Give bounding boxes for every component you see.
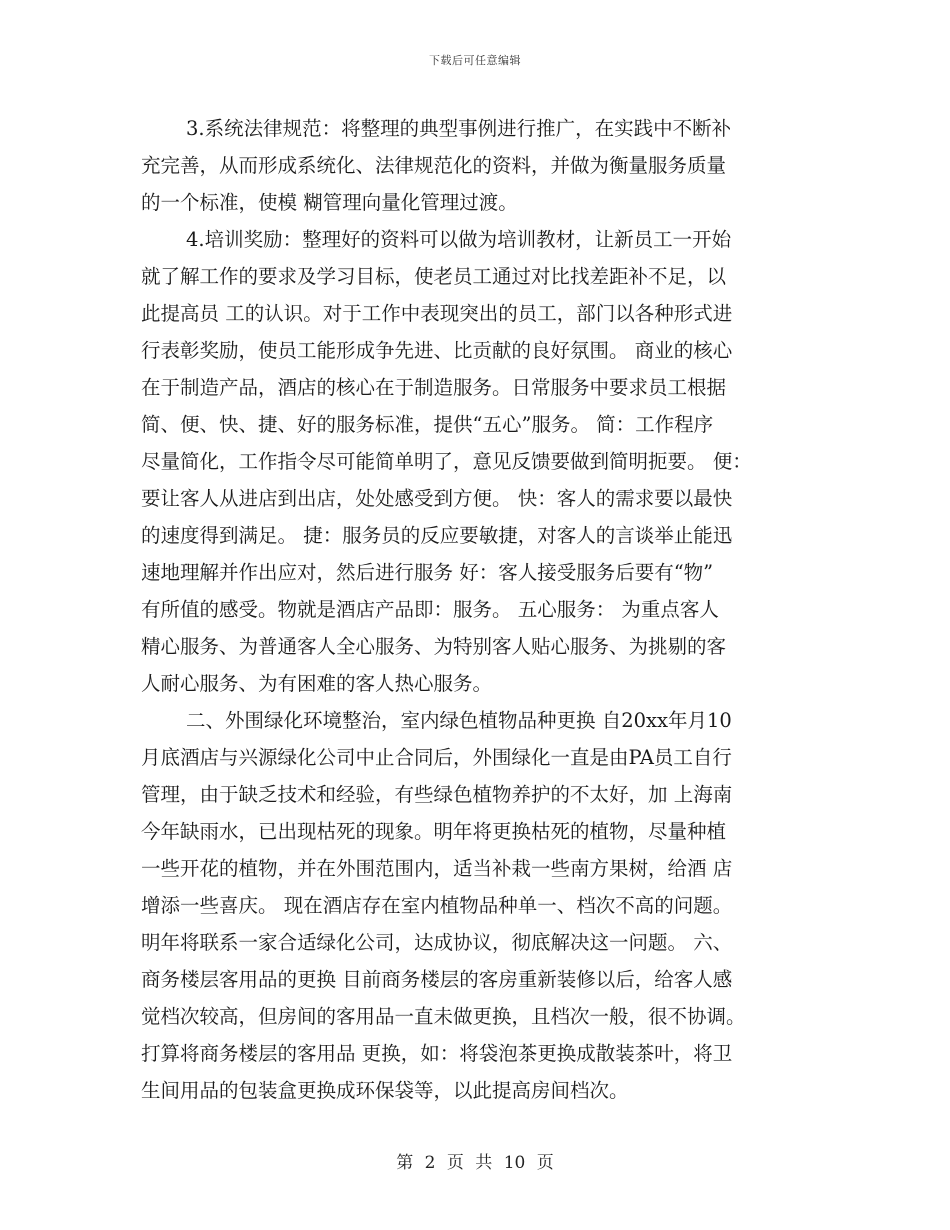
body-line: 管理，由于缺乏技术和经验，有些绿色植物养护的不太好，加 上海南 xyxy=(141,783,733,806)
body-line: 充完善，从而形成系统化、法律规范化的资料，并做为衡量服务质量 xyxy=(141,154,727,177)
body-line: 此提高员 工的认识。对于工作中表现突出的员工，部门以各种形式进 xyxy=(141,302,733,325)
body-line: 简、便、快、捷、好的服务标准，提供“五心”服务。 简：工作程序 xyxy=(141,413,714,436)
body-line: 要让客人从进店到出店，处处感受到方便。 快：客人的需求要以最快 xyxy=(141,487,733,510)
body-line: 今年缺雨水，已出现枯死的现象。明年将更换枯死的植物，尽量种植 xyxy=(141,820,727,843)
body-line: 觉档次较高，但房间的客用品一直未做更换，且档次一般，很不协调。 xyxy=(141,1005,746,1028)
body-line: 生间用品的包装盒更换成环保袋等，以此提高房间档次。 xyxy=(141,1079,629,1102)
page-number: 第 2 页 共 10 页 xyxy=(396,1153,554,1173)
body-line: 行表彰奖励，使员工能形成争先进、比贡献的良好氛围。 商业的核心 xyxy=(141,339,733,362)
body-line: 的一个标准，使模 糊管理向量化管理过渡。 xyxy=(141,191,518,214)
body-line: 的速度得到满足。 捷：服务员的反应要敏捷，对客人的言谈举止能迅 xyxy=(141,524,733,547)
body-line: 商务楼层客用品的更换 目前商务楼层的客房重新装修以后，给客人感 xyxy=(141,968,733,991)
document-body xyxy=(141,110,813,1109)
body-line: 打算将商务楼层的客用品 更换，如：将袋泡茶更换成散装茶叶，将卫 xyxy=(141,1042,733,1065)
body-line: 4.培训奖励：整理好的资料可以做为培训教材，让新员工一开始 xyxy=(186,228,732,251)
body-line: 就了解工作的要求及学习目标，使老员工通过对比找差距补不足，以 xyxy=(141,265,727,288)
body-line: 月底酒店与兴源绿化公司中止合同后，外围绿化一直是由PA员工自行 xyxy=(141,746,732,769)
body-line: 尽量简化，工作指令尽可能简单明了，意见反馈要做到简明扼要。 便： xyxy=(141,450,752,473)
body-line: 增添一些喜庆。 现在酒店存在室内植物品种单一、档次不高的问题。 xyxy=(141,894,733,917)
body-line: 在于制造产品，酒店的核心在于制造服务。日常服务中要求员工根据 xyxy=(141,376,727,399)
body-line: 有所值的感受。物就是酒店产品即：服务。 五心服务： 为重点客人 xyxy=(141,598,719,621)
body-line: 速地理解并作出应对，然后进行服务 好：客人接受服务后要有“物” xyxy=(141,561,714,584)
body-line: 二、外围绿化环境整治，室内绿色植物品种更换 自20xx年月10 xyxy=(186,709,732,732)
page-header-note: 下载后可任意编辑 xyxy=(429,54,521,67)
body-line: 人耐心服务、为有困难的客人热心服务。 xyxy=(141,672,493,695)
body-line: 明年将联系一家合适绿化公司，达成协议，彻底解决这一问题。 六、 xyxy=(141,931,733,954)
body-line: 一些开花的植物，并在外围范围内，适当补栽一些南方果树，给酒 店 xyxy=(141,857,733,880)
body-line: 精心服务、为普通客人全心服务、为特别客人贴心服务、为挑剔的客 xyxy=(141,635,727,658)
body-line: 3.系统法律规范：将整理的典型事例进行推广，在实践中不断补 xyxy=(186,117,732,140)
